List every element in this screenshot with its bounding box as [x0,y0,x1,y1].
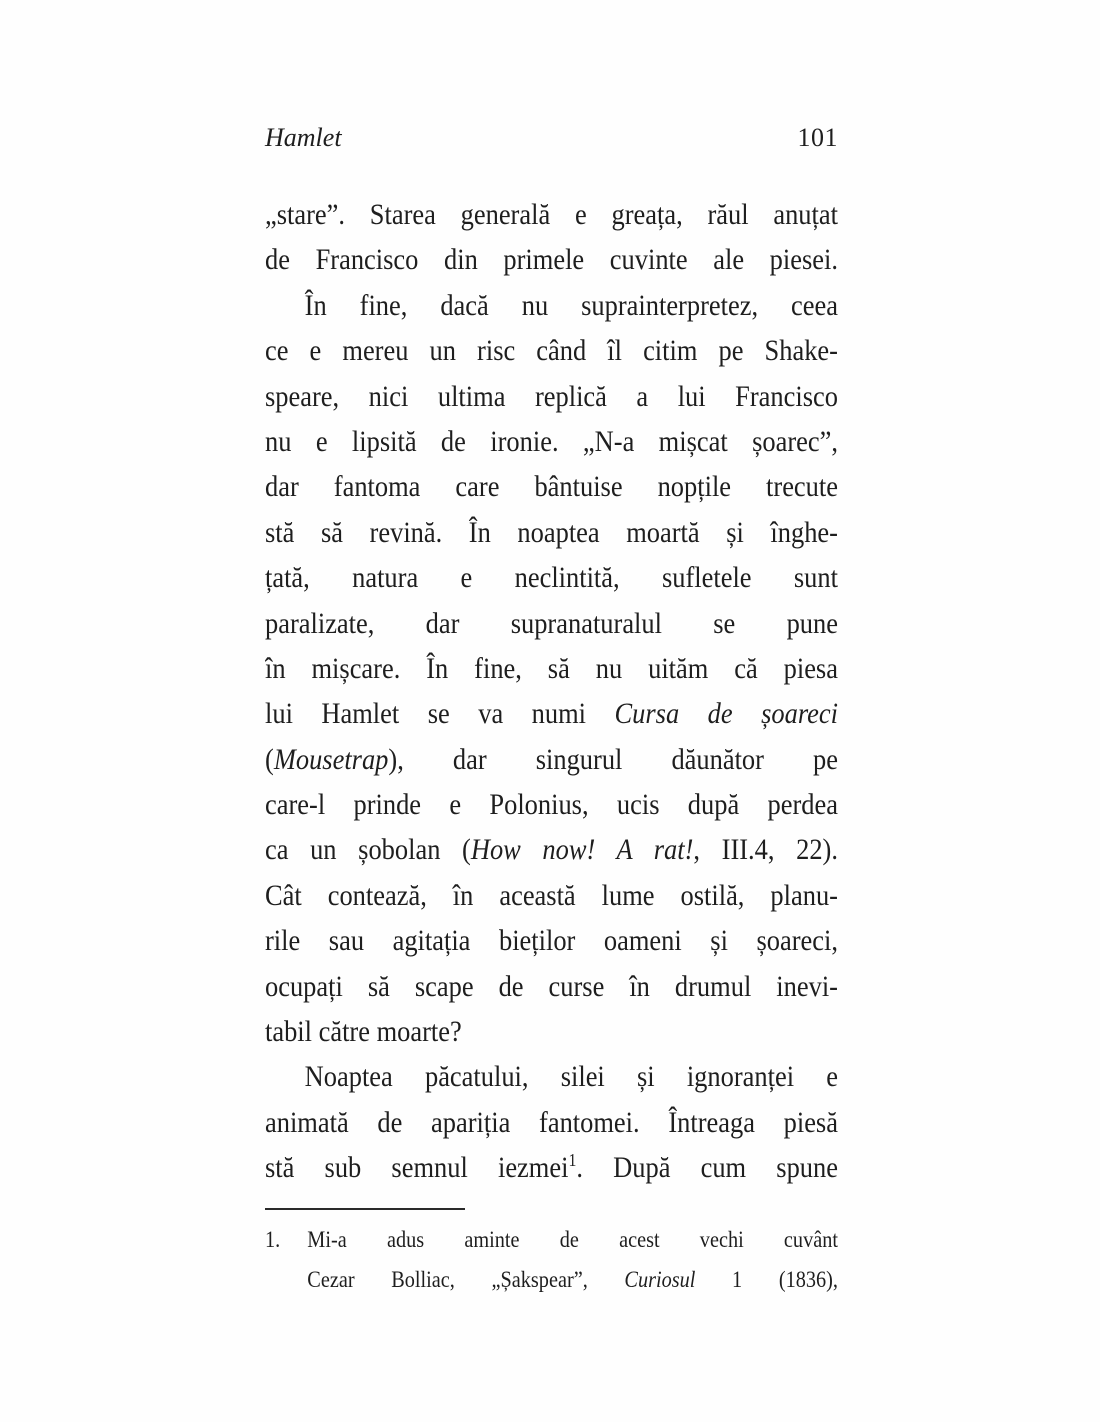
text-line [265,601,838,646]
footnote [265,1220,838,1300]
text-segment: Curiosul [624,1267,696,1292]
footnote-line [265,1220,838,1260]
text-line [265,1100,838,1145]
footnote-text [307,1260,838,1300]
text-line [265,374,838,419]
text-segment: în mișcare. În fine, să nu uităm că piesa [265,651,838,685]
text-line [265,1145,838,1190]
text-line [265,1054,838,1099]
text-segment: Cât contează, în această lume ostilă, planu- [265,878,838,912]
footnote-text [307,1220,838,1260]
text-segment: nu e lipsită de ironie. „N-a mișcat șoarec”, [265,424,838,458]
text-segment: 1 (1836), [695,1267,838,1292]
text-segment: „stare”. Starea generală e greața, răul anuțat [265,198,838,231]
text-segment: lui Hamlet se va numi [265,697,615,731]
footnote-marker [265,1260,307,1300]
footnote-rule [265,1208,465,1210]
text-segment: stă sub semnul iezmei [265,1151,569,1185]
text-segment: tabil către moarte? [265,1015,462,1049]
text-line [265,192,838,237]
text-segment: Mi-a adus aminte de acest vechi cuvânt [307,1227,838,1252]
text-segment: paralizate, dar supranaturalul se pune [265,606,838,640]
page-number: 101 [797,123,838,152]
text-line [265,237,838,282]
running-title: Hamlet [265,123,342,152]
text-segment: care-l prinde e Polonius, ucis după perdea [265,788,838,822]
text-line [265,873,838,918]
text-line [265,964,838,1009]
text-segment: țată, natura e neclintită, sufletele sunt [265,561,838,595]
text-segment: How now! A rat! [470,833,694,867]
text-segment: Cezar Bolliac, „Șakspear”, [307,1267,625,1292]
footnote-marker: 1. [265,1227,281,1252]
body-text [265,192,838,1191]
text-segment: În fine, dacă nu suprainterpretez, ceea [304,288,838,322]
text-line [265,782,838,827]
text-line [265,918,838,963]
text-segment: Cursa de șoareci [614,697,838,731]
text-segment: animată de apariția fantomei. Întreaga piesă [265,1105,838,1139]
text-line [265,555,838,600]
text-line [265,737,838,782]
footnote-line [265,1260,838,1300]
text-segment: ), dar singurul dăunător pe [388,742,838,776]
page-header [265,123,838,153]
text-line [265,464,838,509]
text-segment: de Francisco din primele cuvinte ale piesei. [265,243,838,277]
text-line [265,419,838,464]
text-segment: ocupați să scape de curse în drumul inevi- [265,969,838,1003]
text-line [265,328,838,373]
text-segment: speare, nici ultima replică a lui Francisco [265,379,838,413]
text-line [265,283,838,328]
text-line [265,691,838,736]
text-segment: Noaptea păcatului, silei și ignoranței e [304,1060,838,1094]
text-segment: ( [265,742,274,776]
footnote-reference: 1 [568,1150,577,1171]
text-line [265,646,838,691]
text-line [265,510,838,555]
text-line [265,1009,838,1054]
text-segment: Mousetrap [273,742,389,776]
text-segment: rile sau agitația bieților oameni și șoareci, [265,924,838,958]
text-segment: dar fantoma care bântuise nopțile trecute [265,470,838,504]
text-segment: , III.4, 22). [693,833,838,867]
text-segment: ca un șobolan ( [265,833,471,867]
text-segment: ce e mereu un risc când îl citim pe Shake- [265,334,838,368]
text-line [265,827,838,872]
text-segment: stă să revină. În noaptea moartă și înghe- [265,515,838,549]
text-segment: . După cum spune [576,1151,838,1185]
